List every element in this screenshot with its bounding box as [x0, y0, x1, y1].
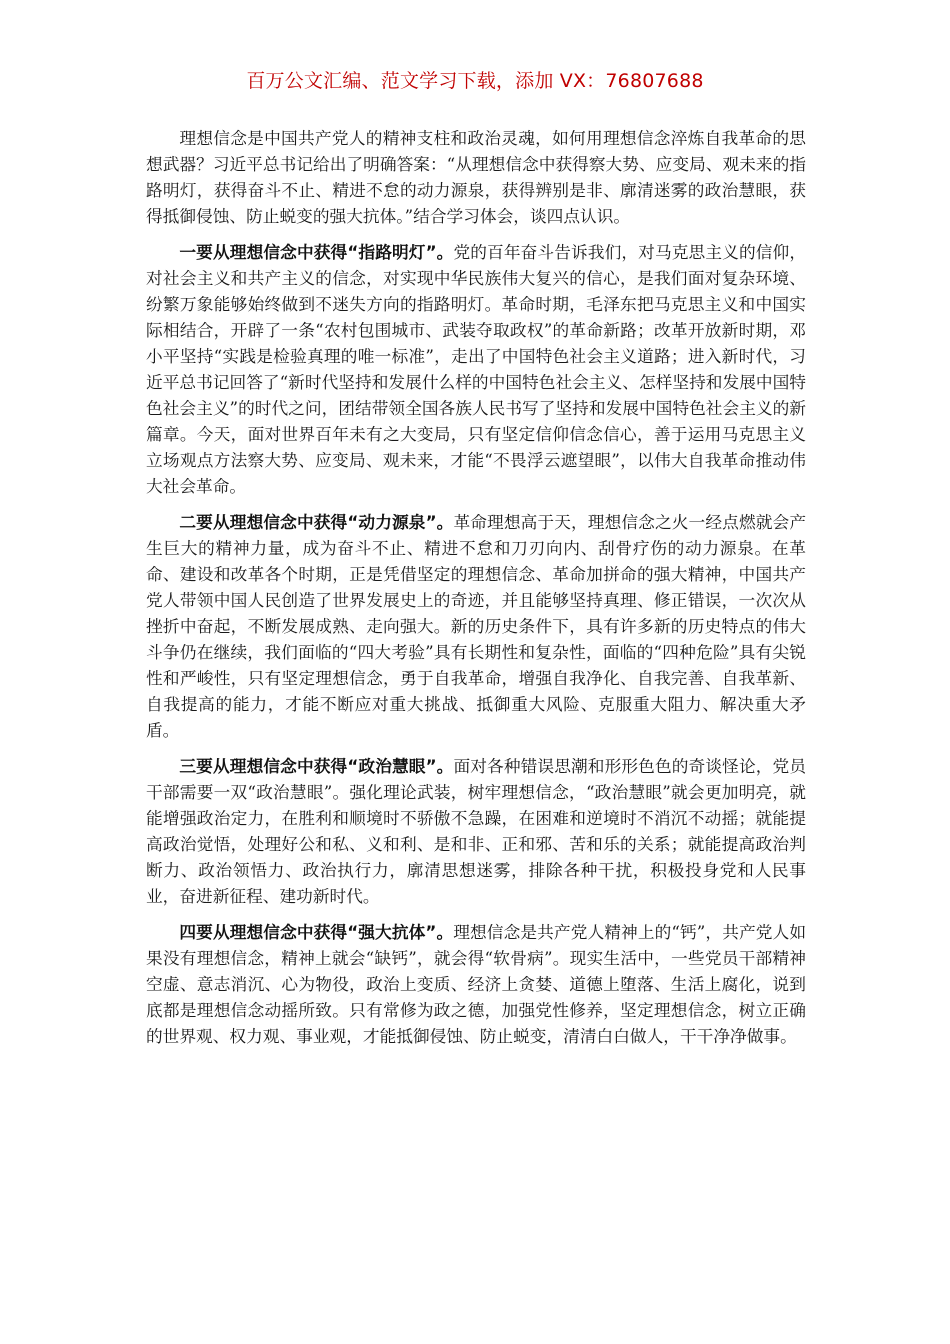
paragraph-point-2 — [146, 509, 806, 743]
paragraph-point-4 — [146, 919, 806, 1049]
document-body — [146, 125, 806, 1059]
paragraph-heading: 二要从理想信念中获得“动力源泉”。 — [179, 512, 454, 532]
paragraph-text: 党的百年奋斗告诉我们，对马克思主义的信仰，对社会主义和共产主义的信念，对实现中华民族伟大复兴的信心，是我们面对复杂环境、纷繁万象能够始终做到不迷失方向的指路明灯。革命时期，毛泽东把马克思主义和中国实际相结合，开辟了一条“农村包围城市、武装夺取政权”的革命新路；改革开放新时期，邓小平坚持“实践是检验真理的唯一标准”，走出了中国特色社会主义道路；进入新时代，习近平总书记回答了“新时代坚持和发展什么样的中国特色社会主义、怎样坚持和发展中国特色社会主义”的时代之问，团结带领全国各族人民书写了坚持和发展中国特色社会主义的新篇章。今天，面对世界百年未有之大变局，只有坚定信仰信念信心，善于运用马克思主义立场观点方法察大势、应变局、观未来，才能“不畏浮云遮望眼”，以伟大自我革命推动伟大社会革命。 — [146, 242, 807, 496]
paragraph-point-1 — [146, 239, 806, 499]
paragraph-text: 革命理想高于天，理想信念之火一经点燃就会产生巨大的精神力量，成为奋斗不止、精进不怠和刀刃向内、刮骨疗伤的动力源泉。在革命、建设和改革各个时期，正是凭借坚定的理想信念、革命加拼命的强大精神，中国共产党人带领中国人民创造了世界发展史上的奇迹，并且能够坚持真理、修正错误，一次次从挫折中奋起，不断发展成熟、走向强大。新的历史条件下，具有许多新的历史特点的伟大斗争仍在继续，我们面临的“四大考验”具有长期性和复杂性，面临的“四种危险”具有尖锐性和严峻性，只有坚定理想信念，勇于自我革命，增强自我净化、自我完善、自我革新、自我提高的能力，才能不断应对重大挑战、抵御重大风险、克服重大阻力、解决重大矛盾。 — [146, 512, 807, 740]
paragraph-heading: 四要从理想信念中获得“强大抗体”。 — [179, 922, 454, 942]
paragraph-intro — [146, 125, 806, 229]
paragraph-heading: 一要从理想信念中获得“指路明灯”。 — [179, 242, 454, 262]
paragraph-text: 面对各种错误思潮和形形色色的奇谈怪论，党员干部需要一双“政治慧眼”。强化理论武装，树牢理想信念，“政治慧眼”就会更加明亮，就能增强政治定力，在胜利和顺境时不骄傲不急躁，在困难和逆境时不消沉不动摇；就能提高政治觉悟，处理好公和私、义和利、是和非、正和邪、苦和乐的关系；就能提高政治判断力、政治领悟力、政治执行力，廓清思想迷雾，排除各种干扰，积极投身党和人民事业，奋进新征程、建功新时代。 — [146, 756, 807, 906]
paragraph-text: 理想信念是共产党人精神上的“钙”，共产党人如果没有理想信念，精神上就会“缺钙”，就会得“软骨病”。现实生活中，一些党员干部精神空虚、意志消沉、心为物役，政治上变质、经济上贪婪、道德上堕落、生活上腐化，说到底都是理想信念动摇所致。只有常修为政之德，加强党性修养，坚定理想信念，树立正确的世界观、权力观、事业观，才能抵御侵蚀、防止蜕变，清清白白做人，干干净净做事。 — [146, 922, 807, 1046]
paragraph-point-3 — [146, 753, 806, 909]
paragraph-text: 理想信念是中国共产党人的精神支柱和政治灵魂，如何用理想信念淬炼自我革命的思想武器？习近平总书记给出了明确答案：“从理想信念中获得察大势、应变局、观未来的指路明灯，获得奋斗不止、精进不怠的动力源泉，获得辨别是非、廓清迷雾的政治慧眼，获得抵御侵蚀、防止蜕变的强大抗体。”结合学习体会，谈四点认识。 — [146, 128, 806, 226]
header-banner: 百万公文汇编、范文学习下载，添加 VX：76807688 — [246, 70, 704, 92]
paragraph-heading: 三要从理想信念中获得“政治慧眼”。 — [179, 756, 454, 776]
